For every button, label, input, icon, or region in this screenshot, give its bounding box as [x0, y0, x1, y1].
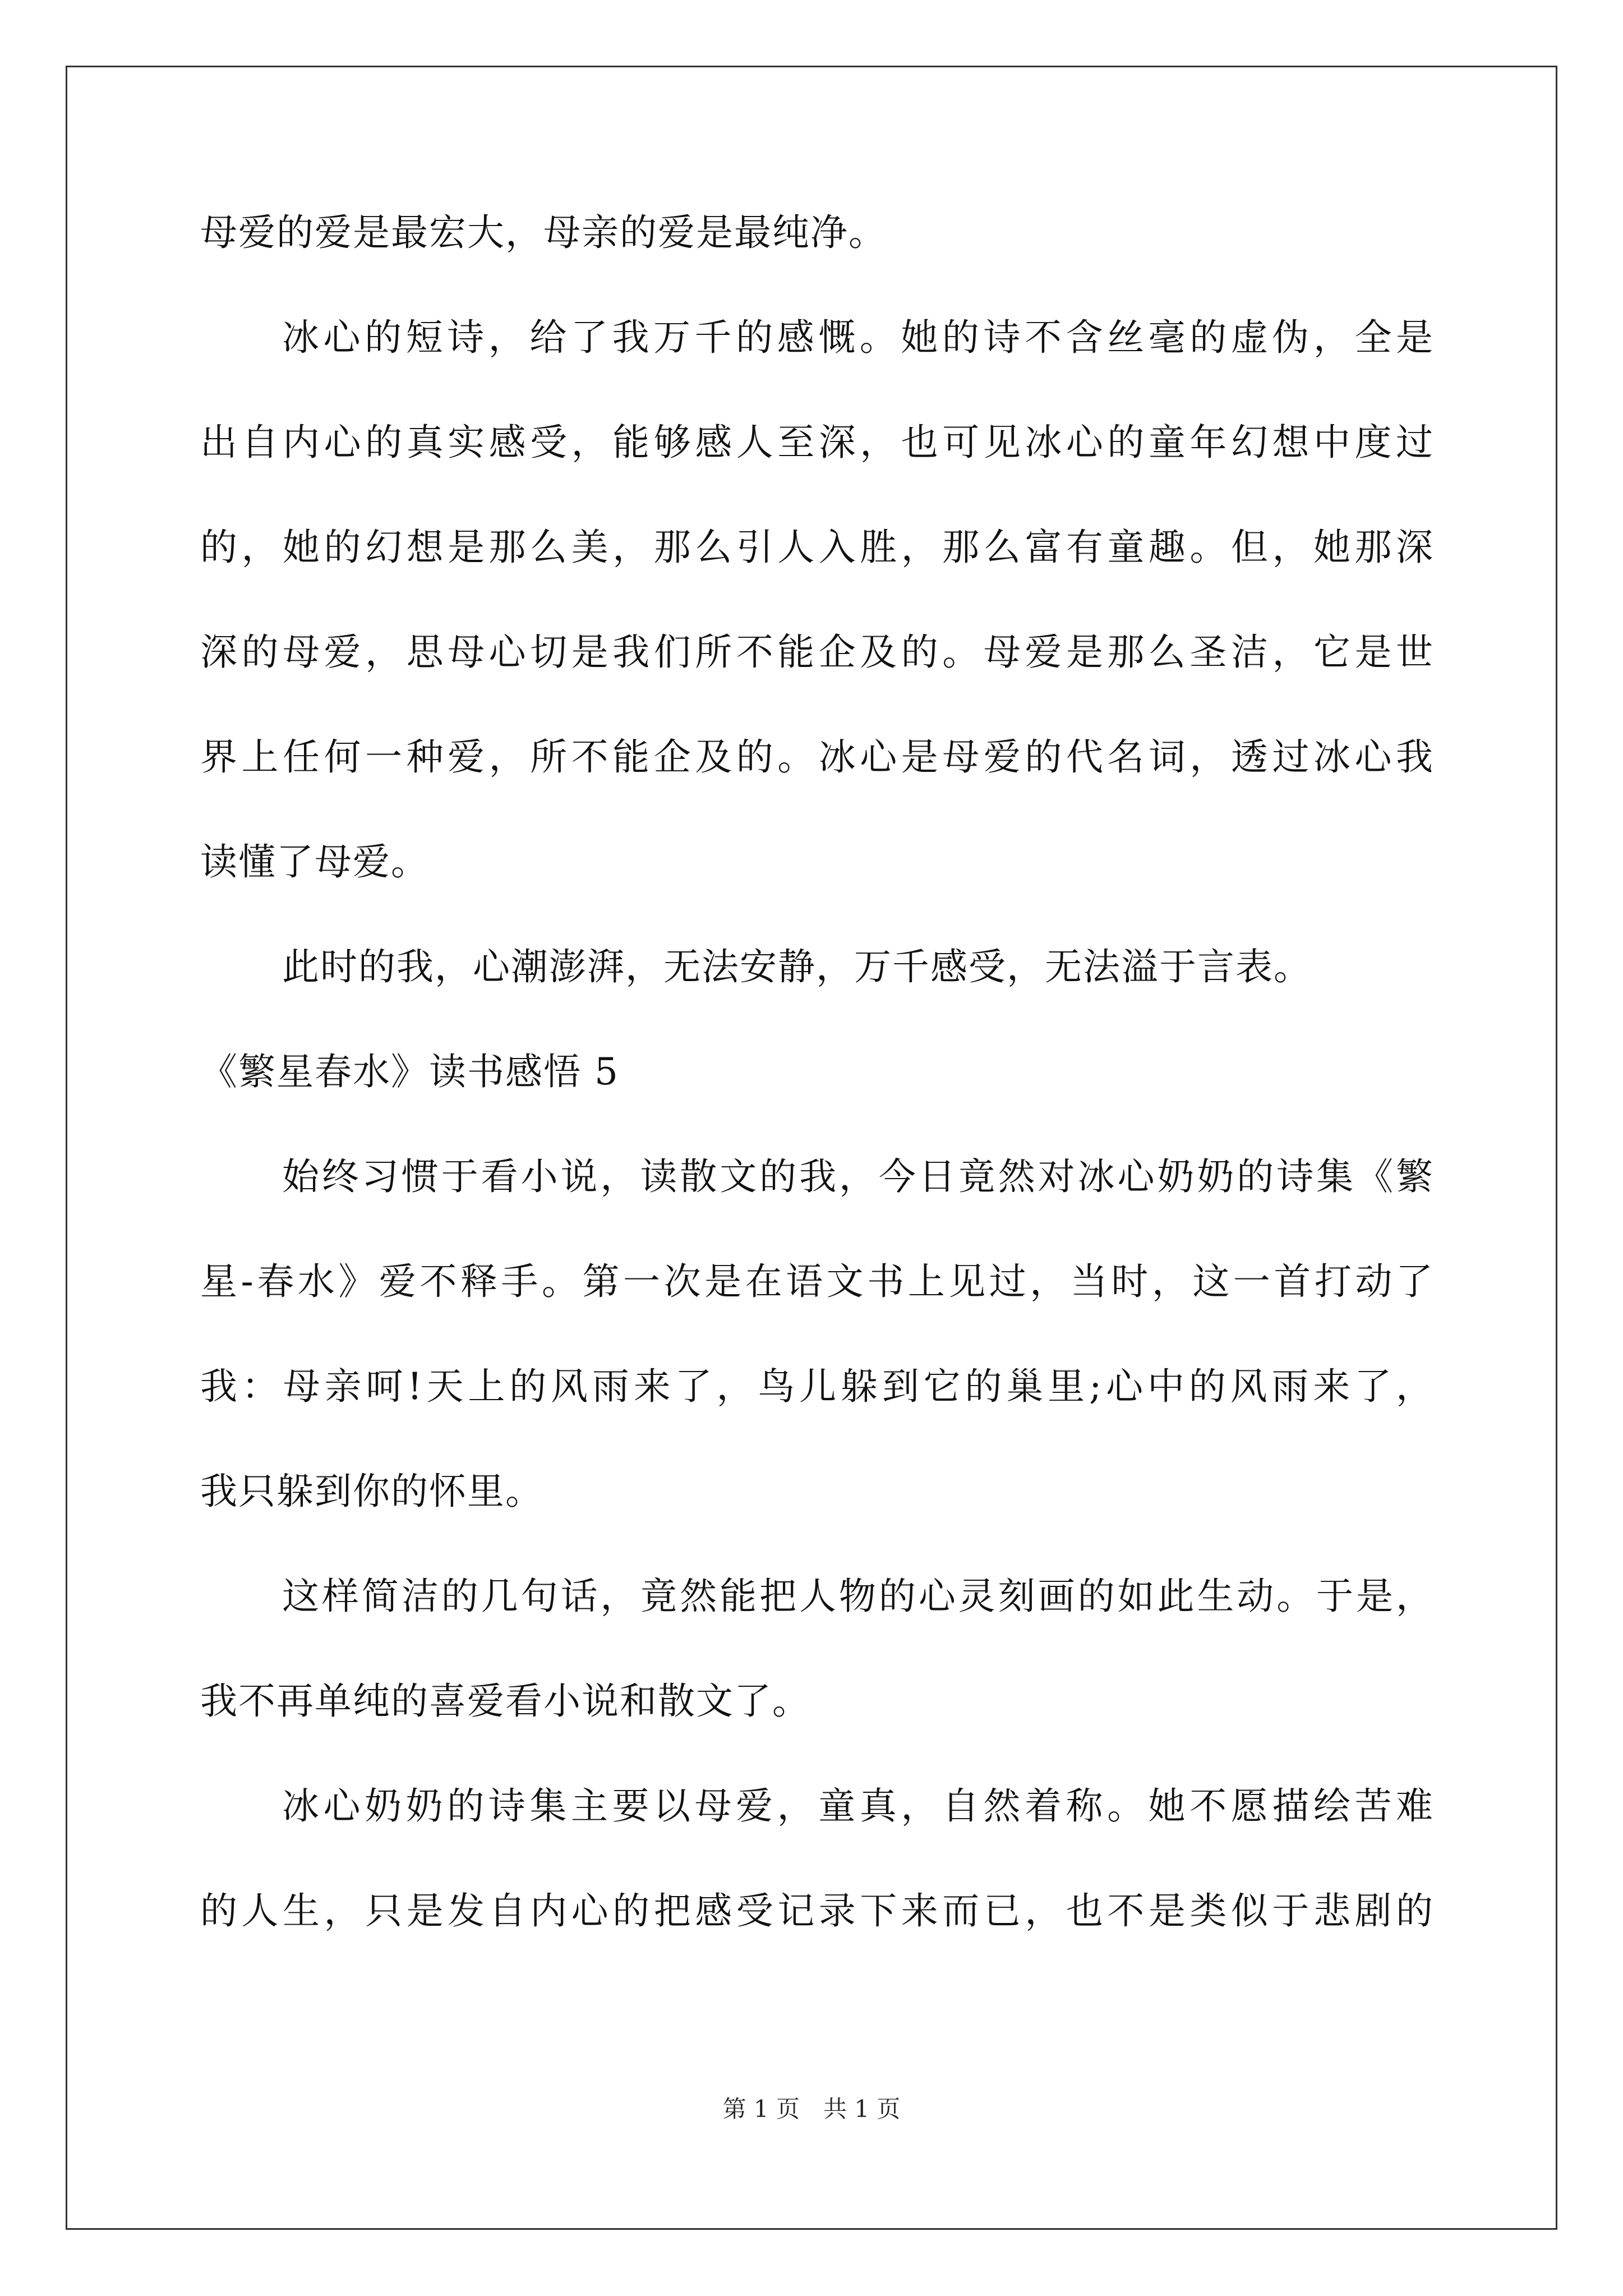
- text-line-10: 始终习惯于看小说，读散文的我，今日竟然对冰心奶奶的诗集《繁: [282, 1155, 1434, 1198]
- text-line-7: 读懂了母爱。: [200, 840, 429, 884]
- text-line-13: 我只躲到你的怀里。: [200, 1470, 543, 1513]
- page-footer: 第 1 页 共 1 页: [722, 2095, 901, 2123]
- text-line-12: 我：母亲呵!天上的风雨来了，鸟儿躲到它的巢里;心中的风雨来了，: [200, 1365, 1434, 1408]
- section-heading: 《繁星春水》读书感悟 5: [200, 1050, 619, 1093]
- text-line-15: 我不再单纯的喜爱看小说和散文了。: [200, 1680, 810, 1723]
- text-line-2: 冰心的短诗，给了我万千的感慨。她的诗不含丝毫的虚伪，全是: [282, 316, 1434, 359]
- text-line-5: 深的母爱，思母心切是我们所不能企及的。母爱是那么圣洁，它是世: [200, 631, 1434, 674]
- text-line-14: 这样简洁的几句话，竟然能把人物的心灵刻画的如此生动。于是，: [282, 1575, 1434, 1618]
- text-line-17: 的人生，只是发自内心的把感受记录下来而已，也不是类似于悲剧的: [200, 1889, 1434, 1932]
- text-line-1: 母爱的爱是最宏大，母亲的爱是最纯净。: [200, 211, 887, 254]
- text-line-4: 的，她的幻想是那么美，那么引人入胜，那么富有童趣。但，她那深: [200, 526, 1434, 569]
- text-line-11: 星-春水》爱不释手。第一次是在语文书上见过，当时，这一首打动了: [200, 1260, 1434, 1303]
- text-line-3: 出自内心的真实感受，能够感人至深，也可见冰心的童年幻想中度过: [200, 421, 1434, 464]
- text-line-8: 此时的我，心潮澎湃，无法安静，万千感受，无法溢于言表。: [282, 945, 1312, 988]
- text-line-16: 冰心奶奶的诗集主要以母爱，童真，自然着称。她不愿描绘苦难: [282, 1784, 1434, 1828]
- text-line-6: 界上任何一种爱，所不能企及的。冰心是母爱的代名词，透过冰心我: [200, 735, 1434, 779]
